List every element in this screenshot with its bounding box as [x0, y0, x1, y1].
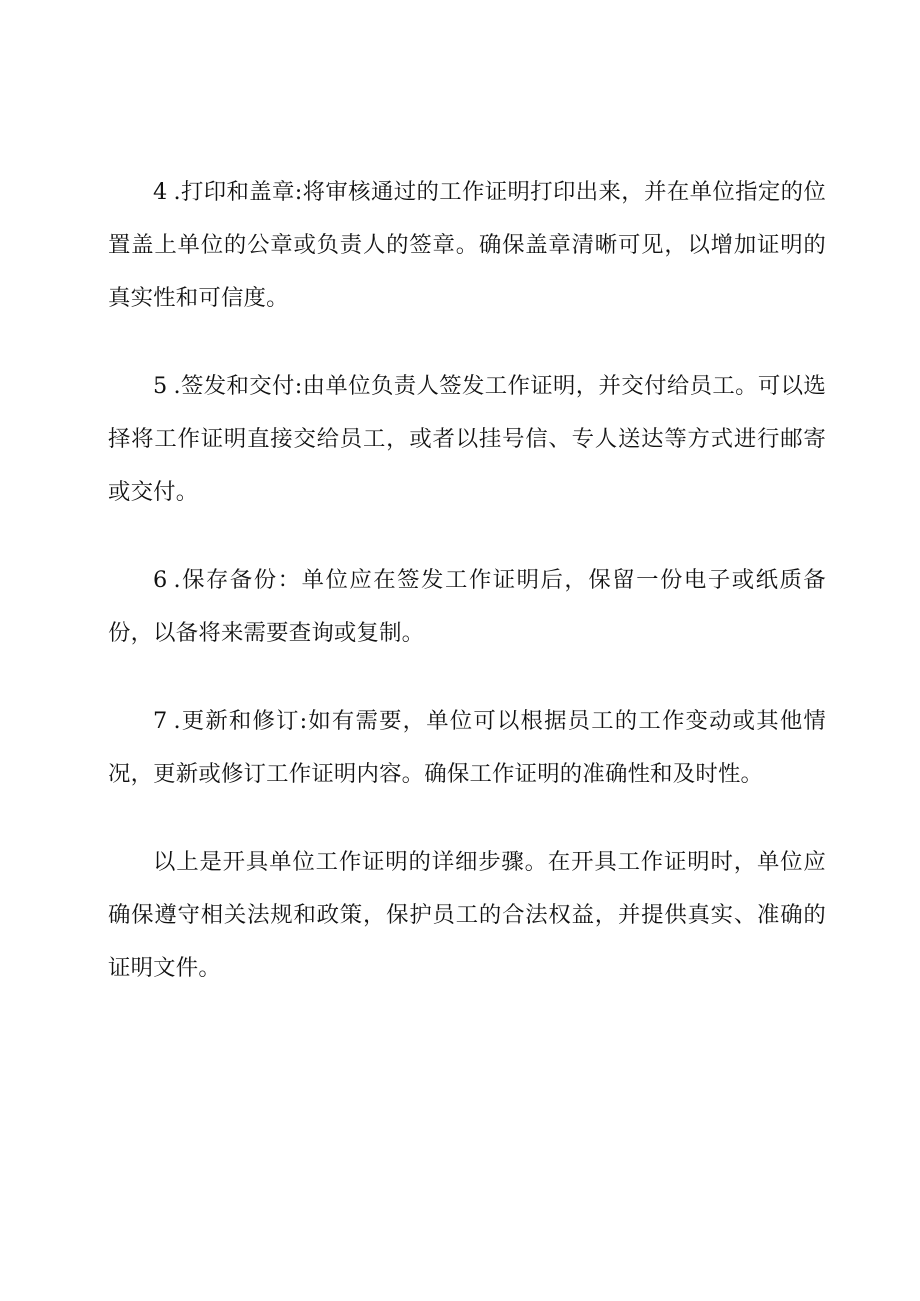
step-5-paragraph [108, 360, 826, 519]
step-number: 6 [153, 567, 168, 593]
step-number: 4 [153, 179, 168, 205]
step-7-paragraph [108, 695, 826, 801]
step-number: 7 [153, 708, 168, 734]
step-text: .保存备份：单位应在签发工作证明后，保留一份电子或纸质备份，以备将来需要查询或复制。 [108, 567, 826, 646]
step-6-paragraph [108, 554, 826, 660]
summary-text: 以上是开具单位工作证明的详细步骤。在开具工作证明时，单位应确保遵守相关法规和政策，保护员工的合法权益，并提供真实、准确的证明文件。 [108, 849, 826, 981]
document-page [108, 166, 826, 995]
step-text: .更新和修订:如有需要，单位可以根据员工的工作变动或其他情况，更新或修订工作证明内容。确保工作证明的准确性和及时性。 [108, 708, 826, 787]
step-4-paragraph [108, 166, 826, 325]
summary-paragraph [108, 836, 826, 995]
step-text: .签发和交付:由单位负责人签发工作证明，并交付给员工。可以选择将工作证明直接交给员工，或者以挂号信、专人送达等方式进行邮寄或交付。 [108, 373, 826, 505]
step-number: 5 [153, 373, 168, 399]
step-text: .打印和盖章:将审核通过的工作证明打印出来，并在单位指定的位置盖上单位的公章或负责人的签章。确保盖章清晰可见，以增加证明的真实性和可信度。 [108, 179, 826, 311]
